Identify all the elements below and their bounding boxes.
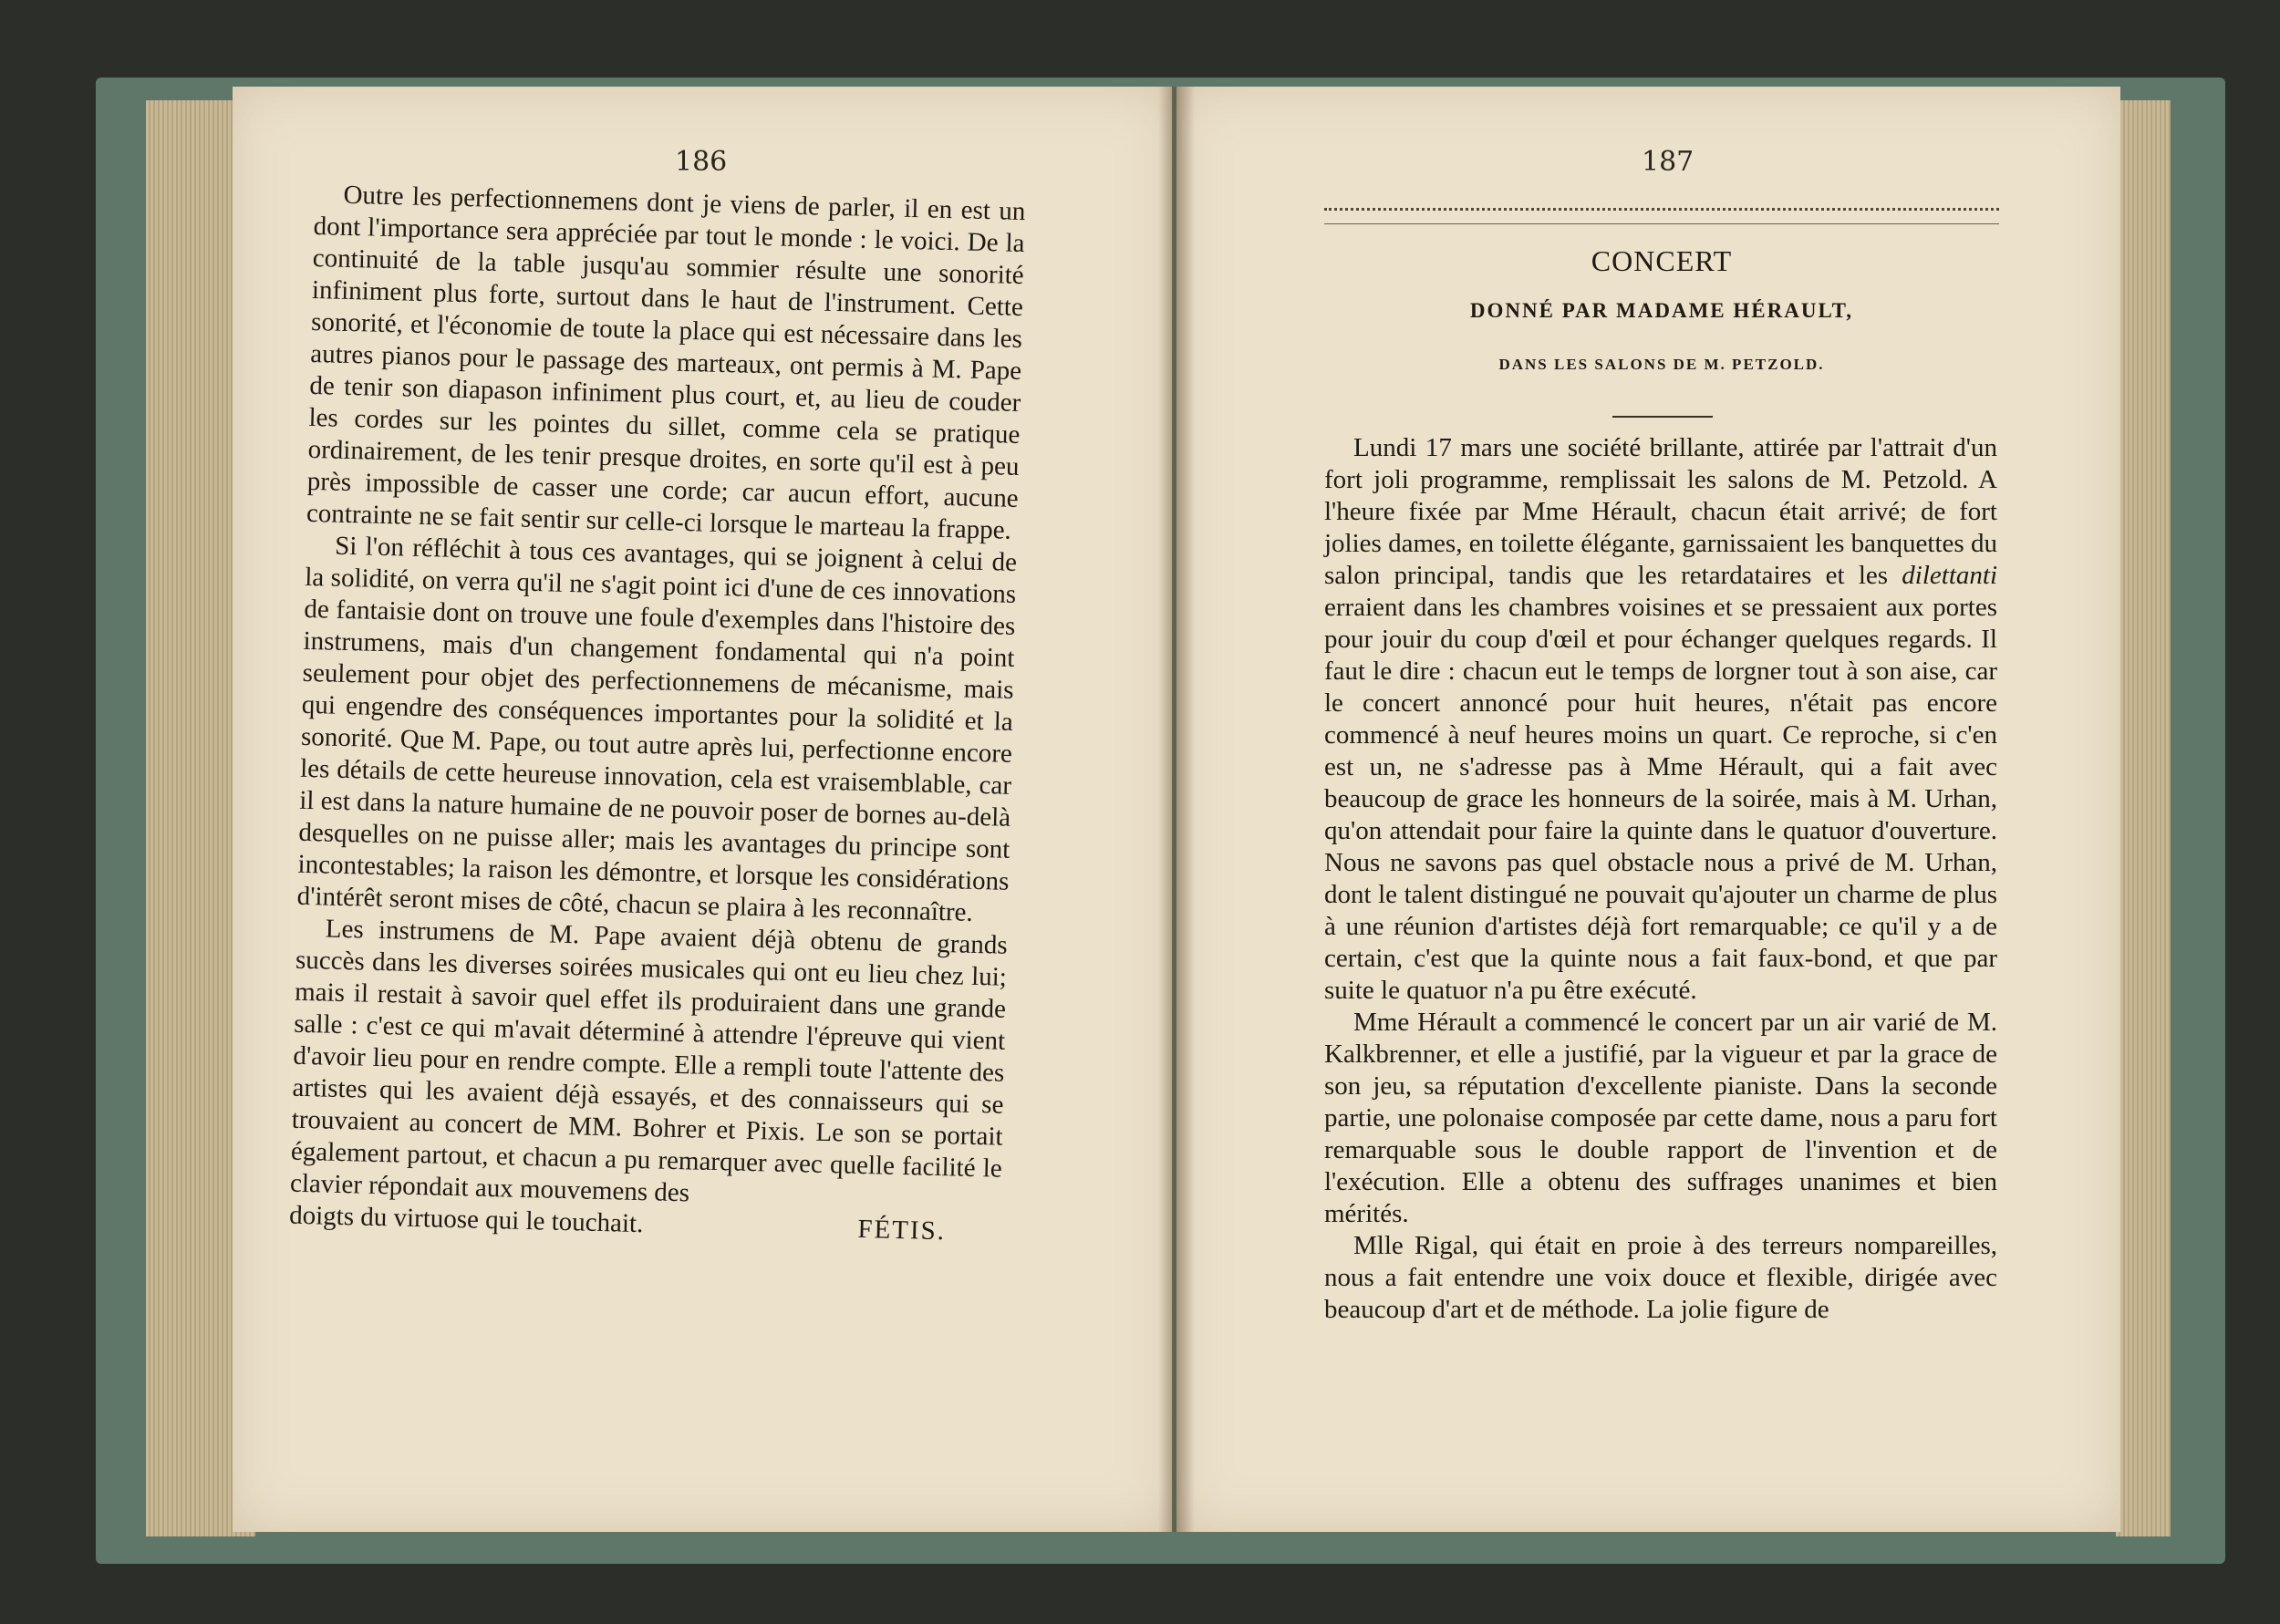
last-line: doigts du virtuose qui le touchait. <box>288 1200 644 1239</box>
paragraph-end: erraient dans les chambres voisines et se pressaient aux portes pour jouir du coup d'œil et pour échanger quelques regards. Il faut le dire : chacun eut le temps de lorgner tout à son aise, car le concert annoncé pour huit heures, n'était pas encore commencé à neuf heures moins un quart. Ce reproche, si c'en est un, ne s'adresse pas à Mme Hérault, qui a fait avec beaucoup de grace les honneurs de la soirée, mais à M. Urhan, qu'on attendait pour faire la quinte dans le quatuor d'ouverture. Nous ne savons pas quel obstacle nous a privé de M. Urhan, dont le talent distingué ne pouvait qu'ajouter un charme de plus à une réunion d'artistes déjà fort remarquable; ce qu'il y a de certain, c'est que la quinte nous a fait faux-bond, et que par suite le quatuor n'a pu être exécuté. <box>1324 593 1997 1005</box>
paragraph: Si l'on réfléchit à tous ces avantages, qui se joignent à celui de la solidité, on verra qu'il ne s'agit point ici d'une de ces innovations de fantaisie dont on trouve une foule d'exemples dans l'histoire des instrumens, mais d'un changement fondamental qui n'a point seulement pour objet des perfectionnemens de mécanisme, mais qui engendre des conséquences importantes pour la solidité et la sonorité. Que M. Pape, ou tout autre après lui, perfectionne encore les détails de cette heureuse innovation, cela est vraisemblable, car il est dans la nature humaine de ne pouvoir poser de bornes au-delà desquelles on ne puisse aller; mais les avantages du principe sont incontestables; la raison les démontre, et lorsque les considérations d'intérêt seront mises de côté, chacun se plaira à les reconnaître. <box>296 531 1018 927</box>
paragraph <box>1324 432 1997 1007</box>
article-venue: DANS LES SALONS DE M. PETZOLD. <box>1498 356 1825 373</box>
italic-term: dilettanti <box>1902 561 1997 590</box>
left-page-number: 186 <box>675 146 728 178</box>
paragraph: Outre les perfectionnemens dont je viens de parler, il en est un dont l'importance sera appréciée par tout le monde : le voici. De la continuité de la table jusqu'au sommier résulte une sonorité infiniment plus forte, surtout dans le haut de l'instrument. Cette sonorité, et l'économie de toute la place qui est nécessaire dans les autres pianos pour le passage des marteaux, ont permis à M. Pape de tenir son diapason infiniment plus court, et, au lieu de couder les cordes sur les pointes du sillet, comme cela se pratique ordinairement, de les tenir presque droites, en sorte qu'il est à peu près impossible de casser une corde; car aucun effort, aucune contrainte ne se fait sentir sur celle-ci lorsque le marteau la frappe. <box>306 180 1026 545</box>
article-subtitle: DONNÉ PAR MADAME HÉRAULT, <box>1469 299 1854 322</box>
left-page-text <box>289 179 1026 1249</box>
title-rule <box>1612 416 1713 418</box>
paragraph-start: Lundi 17 mars une société brillante, attirée par l'attrait d'un fort joli programme, remplissait les salons de M. Petzold. A l'heure fixée par Mme Hérault, chacun était arrivé; de fort jolies dames, en toilette élégante, garnissaient les banquettes du salon principal, tandis que les retardataires et les <box>1324 433 1997 590</box>
page-edges-right <box>2116 100 2171 1536</box>
author-signature: FÉTIS. <box>857 1214 947 1246</box>
ornamental-rule <box>1324 208 1999 224</box>
article-title: CONCERT <box>1591 244 1733 277</box>
paragraph: Les instrumens de M. Pape avaient déjà obtenu de grands succès dans les diverses soirées musicales qui ont eu lieu chez lui; mais il restait à savoir quel effet ils produiraient dans une grande salle : c'est ce qui m'avait déterminé à attendre l'épreuve qui vient d'avoir lieu pour en rendre compte. Elle a rempli toute l'attente des artistes qui les avaient déjà essayés, et des connaisseurs qui se trouvaient au concert de MM. Bohrer et Pixis. Le son se portait également partout, et chacun a pu remarquer avec quelle facilité le clavier répondait aux mouvemens des <box>289 914 1009 1208</box>
right-page-number: 187 <box>1642 146 1694 178</box>
paragraph: Mme Hérault a commencé le concert par un air varié de M. Kalkbrenner, et elle a justifié, par la vigueur et par la grace de son jeu, sa réputation d'excellente pianiste. Dans la seconde partie, une polonaise composée par cette dame, nous a paru fort remarquable sous le double rapport de l'invention et de l'exécution. Elle a obtenu des suffrages unanimes et bien mérités. <box>1324 1008 1997 1228</box>
book-gutter <box>1158 87 1195 1532</box>
paragraph: Mlle Rigal, qui était en proie à des terreurs nompareilles, nous a fait entendre une voix douce et flexible, dirigée avec beaucoup d'art et de méthode. La jolie figure de <box>1324 1231 1997 1324</box>
right-page-text <box>1324 432 1997 1326</box>
